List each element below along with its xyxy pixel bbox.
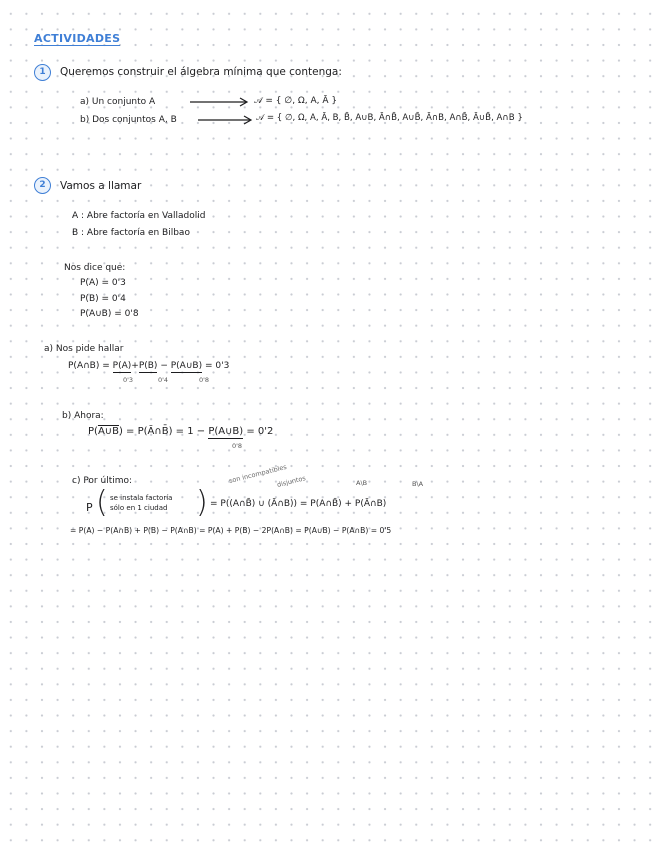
page-title: ACTIVIDADES [34, 32, 121, 45]
def-b: B : Abre factoría en Bilbao [72, 228, 190, 238]
part-b-equation [88, 427, 273, 437]
part-c-label: c) Por último: [72, 476, 133, 486]
part-a-value-paub: 0'8 [199, 376, 210, 384]
part-a-value-pa: 0'3 [123, 376, 134, 384]
ex1-a-label: a) Un conjunto A [80, 97, 156, 107]
given-pa: P(A) = 0'3 [80, 278, 126, 288]
part-b-complement-union: A∪B [97, 426, 119, 437]
part-c-note-b-minus-a: B\A [412, 480, 424, 488]
exercise-2-number: 2 [34, 177, 51, 194]
part-a-value-pb: 0'4 [158, 376, 169, 384]
part-b-term-paub: P(A∪B) [208, 426, 244, 437]
part-a-plus: + [131, 361, 139, 371]
exercise-1-number: 1 [34, 64, 51, 81]
part-b-value: 0'8 [232, 442, 243, 450]
part-a-term-pb: P(B) [138, 361, 158, 371]
part-a-result: = 0'3 [204, 361, 230, 371]
ex1-b-label: b) Dos conjuntos A, B [80, 115, 177, 125]
part-b-intersection: Ā∩B̄ [147, 426, 169, 437]
part-a-minus: − [160, 361, 168, 371]
arrow-right-icon [190, 97, 250, 107]
exercise-1-heading: Queremos construir el álgebra mínima que contenga: [60, 66, 342, 78]
part-c-p: P [86, 501, 93, 514]
part-c-paren-open: ( [96, 485, 108, 520]
part-a-term-pa: P(A) [112, 361, 132, 371]
ex1-a-result: 𝒜 = { ∅, Ω, A, Ā } [254, 96, 338, 106]
part-b-one-minus: ) = 1 − [168, 426, 206, 437]
part-b-mid: ) = P( [118, 426, 148, 437]
ex1-b-result: 𝒜 = { ∅, Ω, A, Ā, B, B̄, A∪B, Ā∩B̄, A∪B̄, Ā∩B, A∩B̄, Ā∪B̄, A∩B } [256, 113, 523, 123]
part-a-equation [68, 362, 229, 371]
part-a-label: a) Nos pide hallar [44, 344, 124, 354]
arrow-right-icon [198, 115, 254, 125]
given-pb: P(B) = 0'4 [80, 294, 126, 304]
part-c-inner-line-1: se instala factoría [110, 494, 173, 502]
part-c-note-incompatible: son incompatibles [228, 462, 288, 485]
part-c-note-a-minus-b: A\B [356, 479, 368, 487]
given-paub: P(A∪B) = 0'8 [80, 309, 139, 319]
part-b-label: b) Ahora: [62, 411, 104, 421]
part-a-term-paub: P(A∪B) [170, 361, 203, 371]
given-intro: Nos dice que: [64, 263, 126, 273]
part-c-note-disjoint: disjuntos [276, 474, 307, 489]
exercise-2-heading: Vamos a llamar [60, 180, 142, 192]
part-c-inner-line-2: sólo en 1 ciudad [110, 504, 168, 512]
def-a: A : Abre factoría en Valladolid [72, 211, 206, 221]
part-c-equation-1: = P((A∩B̄) ∪ (Ā∩B)) = P(A∩B̄) + P(Ā∩B) [210, 499, 387, 509]
part-c-paren-close: ) [196, 485, 208, 520]
part-c-equation-2: = P(A) − P(A∩B) + P(B) − P(A∩B) = P(A) + P(B) − 2P(A∩B) = P(A∪B) − P(A∩B) = 0'5 [70, 526, 392, 535]
part-a-lhs: P(A∩B) = [68, 361, 110, 371]
part-b-result: = 0'2 [246, 426, 274, 437]
part-b-p-open: P( [88, 426, 98, 437]
